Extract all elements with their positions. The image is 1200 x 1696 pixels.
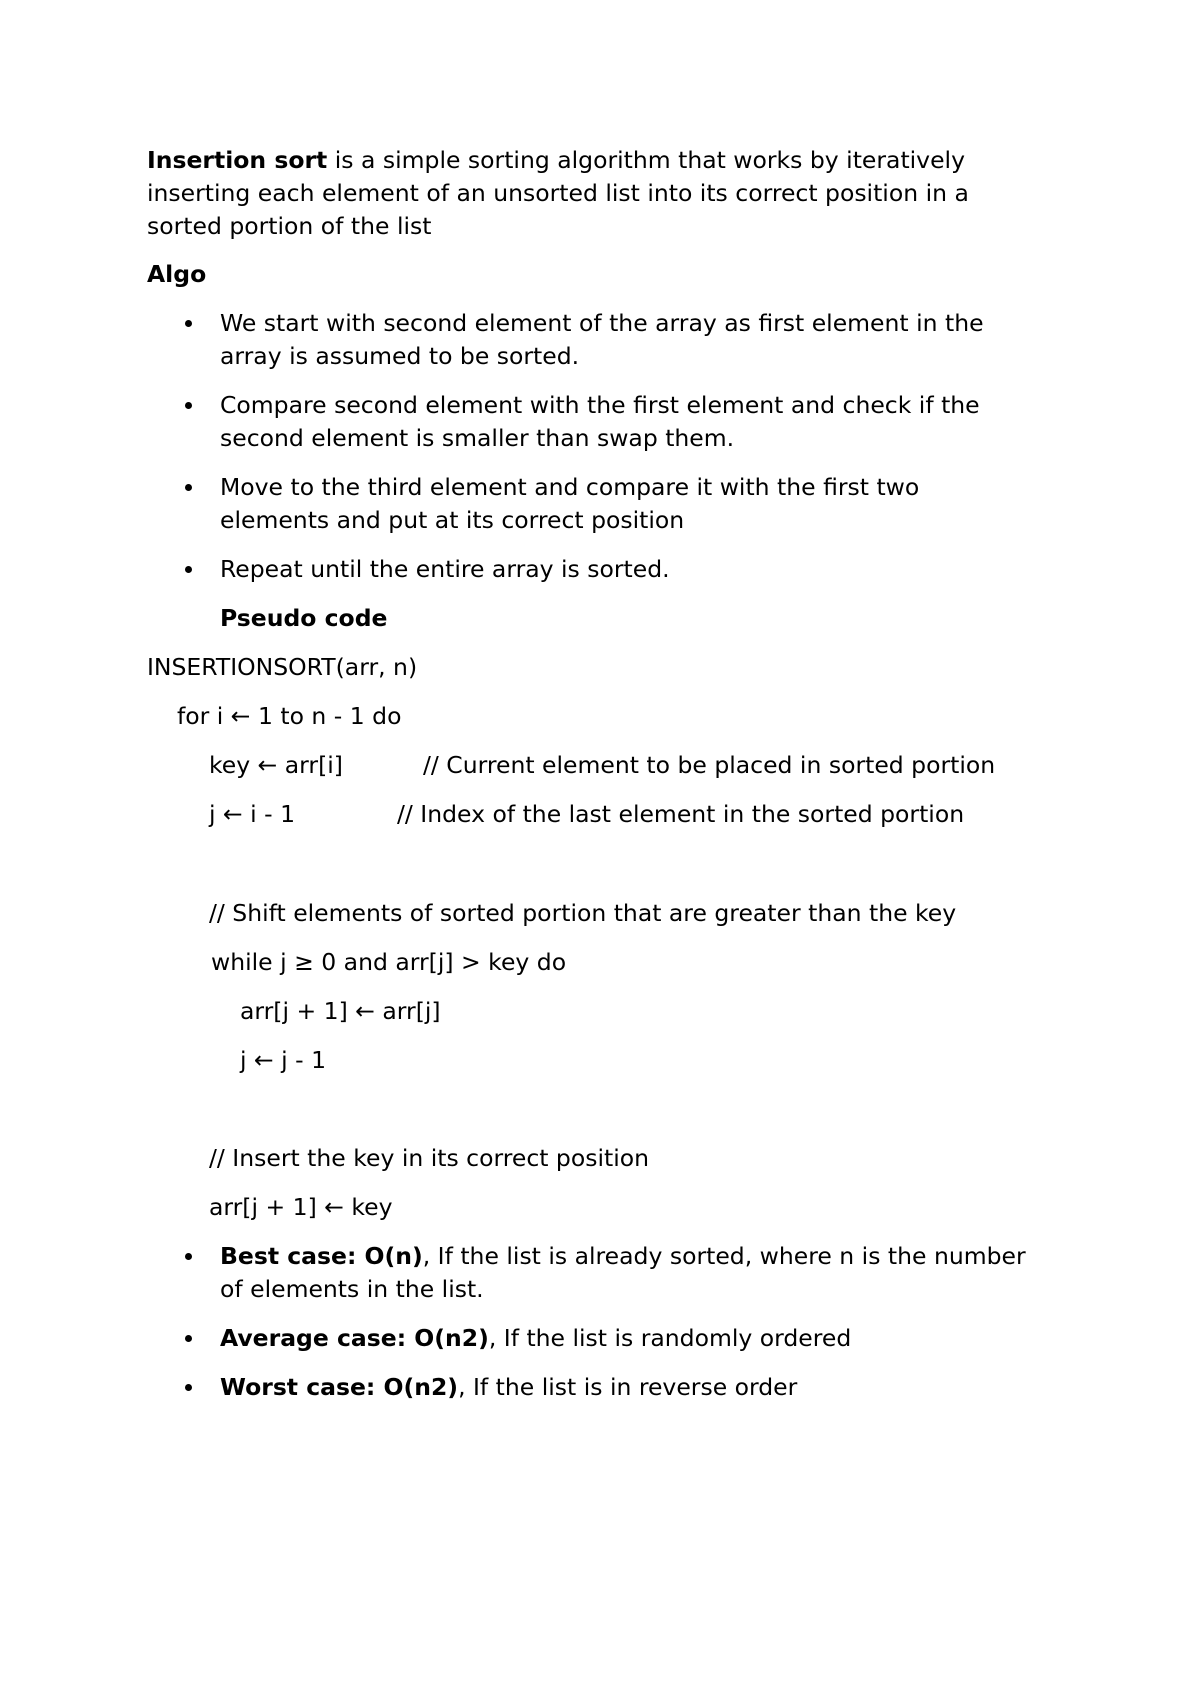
complexity-best-text: , If the list is already sorted, where n is the number bbox=[422, 1242, 1026, 1270]
intro-line-3: sorted portion of the list bbox=[147, 212, 432, 240]
complexity-average-label: Average case: O(n2) bbox=[220, 1324, 489, 1352]
algo-step-1-line-1: We start with second element of the array as first element in the bbox=[220, 309, 984, 337]
bullet-icon bbox=[185, 320, 192, 327]
pseudo-key-comment: // Current element to be placed in sorted portion bbox=[423, 751, 996, 779]
algo-heading: Algo bbox=[147, 260, 207, 288]
pseudo-shift-comment: // Shift elements of sorted portion that are greater than the key bbox=[209, 899, 957, 927]
intro-term: Insertion sort bbox=[147, 146, 328, 174]
pseudo-for-line: for i ← 1 to n - 1 do bbox=[177, 702, 402, 730]
intro-line-1 bbox=[147, 144, 965, 176]
bullet-icon bbox=[185, 1335, 192, 1342]
complexity-average-line bbox=[220, 1322, 851, 1354]
algo-step-3-line-2: elements and put at its correct position bbox=[220, 506, 685, 534]
complexity-worst-line bbox=[220, 1371, 797, 1403]
pseudo-j-comment: // Index of the last element in the sorted portion bbox=[397, 800, 965, 828]
algo-step-1-line-2: array is assumed to be sorted. bbox=[220, 342, 580, 370]
complexity-worst-label: Worst case: O(n2) bbox=[220, 1373, 459, 1401]
complexity-worst-text: , If the list is in reverse order bbox=[458, 1373, 798, 1401]
pseudo-heading: Pseudo code bbox=[220, 604, 388, 632]
pseudo-decrement-line: j ← j - 1 bbox=[240, 1046, 327, 1074]
algo-step-2-line-2: second element is smaller than swap them. bbox=[220, 424, 735, 452]
bullet-icon bbox=[185, 484, 192, 491]
pseudo-j-assign: j ← i - 1 bbox=[209, 800, 296, 828]
pseudo-insert-comment: // Insert the key in its correct position bbox=[209, 1144, 650, 1172]
complexity-best-line-1 bbox=[220, 1240, 1026, 1272]
pseudo-signature: INSERTIONSORT(arr, n) bbox=[147, 653, 418, 681]
bullet-icon bbox=[185, 1253, 192, 1260]
pseudo-key-assign: key ← arr[i] bbox=[209, 751, 343, 779]
pseudo-shift-line: arr[j + 1] ← arr[j] bbox=[240, 997, 441, 1025]
bullet-icon bbox=[185, 566, 192, 573]
bullet-icon bbox=[185, 1384, 192, 1391]
complexity-average-text: , If the list is randomly ordered bbox=[488, 1324, 852, 1352]
bullet-icon bbox=[185, 402, 192, 409]
algo-step-3-line-1: Move to the third element and compare it with the first two bbox=[220, 473, 920, 501]
pseudo-insert-line: arr[j + 1] ← key bbox=[209, 1193, 393, 1221]
algo-step-2-line-1: Compare second element with the first element and check if the bbox=[220, 391, 980, 419]
intro-line-2: inserting each element of an unsorted list into its correct position in a bbox=[147, 179, 969, 207]
complexity-best-line-2: of elements in the list. bbox=[220, 1275, 484, 1303]
complexity-best-label: Best case: O(n) bbox=[220, 1242, 423, 1270]
intro-line-1-rest: is a simple sorting algorithm that works by iteratively bbox=[327, 146, 965, 174]
pseudo-while-line: while j ≥ 0 and arr[j] > key do bbox=[211, 948, 567, 976]
algo-step-4-line-1: Repeat until the entire array is sorted. bbox=[220, 555, 670, 583]
